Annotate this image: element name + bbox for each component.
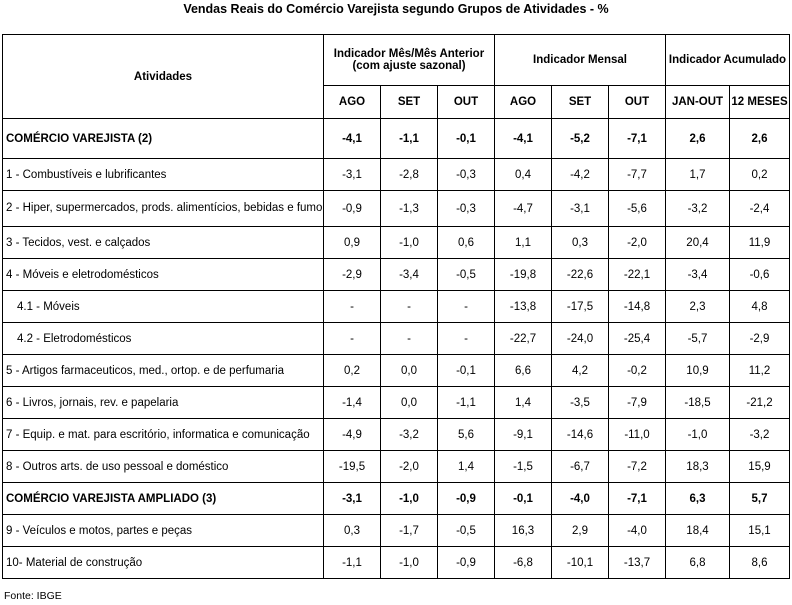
header-col: SET	[552, 86, 609, 119]
cell-value: -2,0	[381, 451, 438, 483]
table-row	[3, 159, 790, 191]
cell-value: -25,4	[609, 323, 666, 355]
cell-value: -	[381, 291, 438, 323]
cell-value: 18,3	[666, 451, 730, 483]
cell-value: 11,9	[730, 227, 790, 259]
cell-value: -3,5	[552, 387, 609, 419]
header-group-mensal: Indicador Mensal	[495, 35, 666, 86]
cell-value: -0,6	[730, 259, 790, 291]
cell-value: -7,1	[609, 119, 666, 159]
table-title: Vendas Reais do Comércio Varejista segundo Grupos de Atividades - %	[183, 2, 609, 16]
cell-value: -2,8	[381, 159, 438, 191]
cell-value: 0,3	[324, 515, 381, 547]
cell-value: 10,9	[666, 355, 730, 387]
cell-value: 16,3	[495, 515, 552, 547]
row-label: 10- Material de construção	[3, 547, 324, 579]
cell-value: -0,9	[438, 547, 495, 579]
cell-value: 5,7	[730, 483, 790, 515]
row-label: 3 - Tecidos, vest. e calçados	[3, 227, 324, 259]
cell-value: -4,9	[324, 419, 381, 451]
row-label: COMÉRCIO VAREJISTA (2)	[3, 119, 324, 159]
cell-value: -1,1	[324, 547, 381, 579]
cell-value: -9,1	[495, 419, 552, 451]
cell-value: -3,1	[552, 191, 609, 227]
cell-value: 0,4	[495, 159, 552, 191]
cell-value: -11,0	[609, 419, 666, 451]
row-label: 4.1 - Móveis	[3, 291, 324, 323]
header-col: OUT	[438, 86, 495, 119]
table-row	[3, 451, 790, 483]
header-col: SET	[381, 86, 438, 119]
cell-value: -1,0	[381, 227, 438, 259]
cell-value: 0,3	[552, 227, 609, 259]
cell-value: 18,4	[666, 515, 730, 547]
table-body	[3, 119, 790, 579]
row-label: 1 - Combustíveis e lubrificantes	[3, 159, 324, 191]
cell-value: -1,5	[495, 451, 552, 483]
table-row	[3, 355, 790, 387]
table-row	[3, 291, 790, 323]
header-col: JAN-OUT	[666, 86, 730, 119]
source-note: Fonte: IBGE	[4, 590, 62, 602]
cell-value: -19,8	[495, 259, 552, 291]
cell-value: -22,7	[495, 323, 552, 355]
cell-value: -	[324, 291, 381, 323]
header-group-mes-mes: Indicador Mês/Mês Anterior (com ajuste sazonal)	[324, 35, 495, 86]
cell-value: -13,7	[609, 547, 666, 579]
table-row	[3, 119, 790, 159]
cell-value: -1,1	[438, 387, 495, 419]
cell-value: -21,2	[730, 387, 790, 419]
cell-value: -1,0	[381, 547, 438, 579]
cell-value: -14,8	[609, 291, 666, 323]
cell-value: -6,8	[495, 547, 552, 579]
cell-value: 0,2	[730, 159, 790, 191]
cell-value: 5,6	[438, 419, 495, 451]
cell-value: 6,8	[666, 547, 730, 579]
cell-value: -3,4	[381, 259, 438, 291]
cell-value: -0,3	[438, 191, 495, 227]
row-label: 7 - Equip. e mat. para escritório, informatica e comunicação	[3, 419, 324, 451]
sales-table	[2, 34, 790, 579]
cell-value: 0,0	[381, 387, 438, 419]
table-row	[3, 387, 790, 419]
cell-value: -5,7	[666, 323, 730, 355]
cell-value: -3,2	[730, 419, 790, 451]
cell-value: -7,1	[609, 483, 666, 515]
cell-value: -3,1	[324, 483, 381, 515]
cell-value: -4,1	[495, 119, 552, 159]
cell-value: -0,5	[438, 259, 495, 291]
cell-value: -0,2	[609, 355, 666, 387]
cell-value: 0,0	[381, 355, 438, 387]
cell-value: 11,2	[730, 355, 790, 387]
row-label: 6 - Livros, jornais, rev. e papelaria	[3, 387, 324, 419]
cell-value: -0,1	[438, 355, 495, 387]
cell-value: -19,5	[324, 451, 381, 483]
cell-value: -	[438, 323, 495, 355]
cell-value: 8,6	[730, 547, 790, 579]
row-label: 4 - Móveis e eletrodomésticos	[3, 259, 324, 291]
cell-value: 15,9	[730, 451, 790, 483]
cell-value: -22,6	[552, 259, 609, 291]
header-col: AGO	[324, 86, 381, 119]
cell-value: 1,1	[495, 227, 552, 259]
cell-value: -7,2	[609, 451, 666, 483]
row-label: 5 - Artigos farmaceuticos, med., ortop. e de perfumaria	[3, 355, 324, 387]
row-label: 2 - Hiper, supermercados, prods. alimentícios, bebidas e fumo	[3, 191, 324, 227]
cell-value: 2,9	[552, 515, 609, 547]
cell-value: -4,0	[552, 483, 609, 515]
cell-value: 2,3	[666, 291, 730, 323]
cell-value: 15,1	[730, 515, 790, 547]
table-row	[3, 191, 790, 227]
cell-value: -2,9	[730, 323, 790, 355]
table-row	[3, 259, 790, 291]
cell-value: 20,4	[666, 227, 730, 259]
cell-value: -	[324, 323, 381, 355]
table-row	[3, 483, 790, 515]
header-col: AGO	[495, 86, 552, 119]
cell-value: -4,1	[324, 119, 381, 159]
cell-value: -4,0	[609, 515, 666, 547]
cell-value: -14,6	[552, 419, 609, 451]
cell-value: 6,6	[495, 355, 552, 387]
cell-value: 0,9	[324, 227, 381, 259]
table-row	[3, 515, 790, 547]
row-label: 9 - Veículos e motos, partes e peças	[3, 515, 324, 547]
cell-value: -22,1	[609, 259, 666, 291]
cell-value: -2,0	[609, 227, 666, 259]
cell-value: 2,6	[666, 119, 730, 159]
cell-value: 6,3	[666, 483, 730, 515]
table-row	[3, 323, 790, 355]
cell-value: -3,1	[324, 159, 381, 191]
row-label: 4.2 - Eletrodomésticos	[3, 323, 324, 355]
cell-value: -0,1	[495, 483, 552, 515]
cell-value: -17,5	[552, 291, 609, 323]
cell-value: -5,2	[552, 119, 609, 159]
cell-value: -1,1	[381, 119, 438, 159]
table-row	[3, 547, 790, 579]
row-label: 8 - Outros arts. de uso pessoal e doméstico	[3, 451, 324, 483]
cell-value: -4,2	[552, 159, 609, 191]
cell-value: -1,4	[324, 387, 381, 419]
cell-value: -1,0	[666, 419, 730, 451]
header-col: 12 MESES	[730, 86, 790, 119]
cell-value: -10,1	[552, 547, 609, 579]
cell-value: -0,9	[324, 191, 381, 227]
table-row	[3, 227, 790, 259]
cell-value: 1,7	[666, 159, 730, 191]
cell-value: -1,7	[381, 515, 438, 547]
cell-value: 0,2	[324, 355, 381, 387]
cell-value: -24,0	[552, 323, 609, 355]
cell-value: -7,9	[609, 387, 666, 419]
header-atividades: Atividades	[3, 35, 324, 119]
cell-value: -2,4	[730, 191, 790, 227]
cell-value: -3,4	[666, 259, 730, 291]
cell-value: -0,1	[438, 119, 495, 159]
cell-value: -7,7	[609, 159, 666, 191]
cell-value: -5,6	[609, 191, 666, 227]
cell-value: -2,9	[324, 259, 381, 291]
cell-value: 2,6	[730, 119, 790, 159]
cell-value: -	[438, 291, 495, 323]
cell-value: -6,7	[552, 451, 609, 483]
cell-value: -0,5	[438, 515, 495, 547]
cell-value: 0,6	[438, 227, 495, 259]
header-group-acumulado: Indicador Acumulado	[666, 35, 790, 86]
header-col: OUT	[609, 86, 666, 119]
row-label: COMÉRCIO VAREJISTA AMPLIADO (3)	[3, 483, 324, 515]
cell-value: -3,2	[666, 191, 730, 227]
cell-value: -1,0	[381, 483, 438, 515]
table-row	[3, 419, 790, 451]
cell-value: -3,2	[381, 419, 438, 451]
cell-value: 1,4	[495, 387, 552, 419]
cell-value: -0,9	[438, 483, 495, 515]
cell-value: -	[381, 323, 438, 355]
cell-value: 1,4	[438, 451, 495, 483]
cell-value: -0,3	[438, 159, 495, 191]
cell-value: -18,5	[666, 387, 730, 419]
cell-value: -1,3	[381, 191, 438, 227]
cell-value: -13,8	[495, 291, 552, 323]
cell-value: -4,7	[495, 191, 552, 227]
cell-value: 4,2	[552, 355, 609, 387]
cell-value: 4,8	[730, 291, 790, 323]
